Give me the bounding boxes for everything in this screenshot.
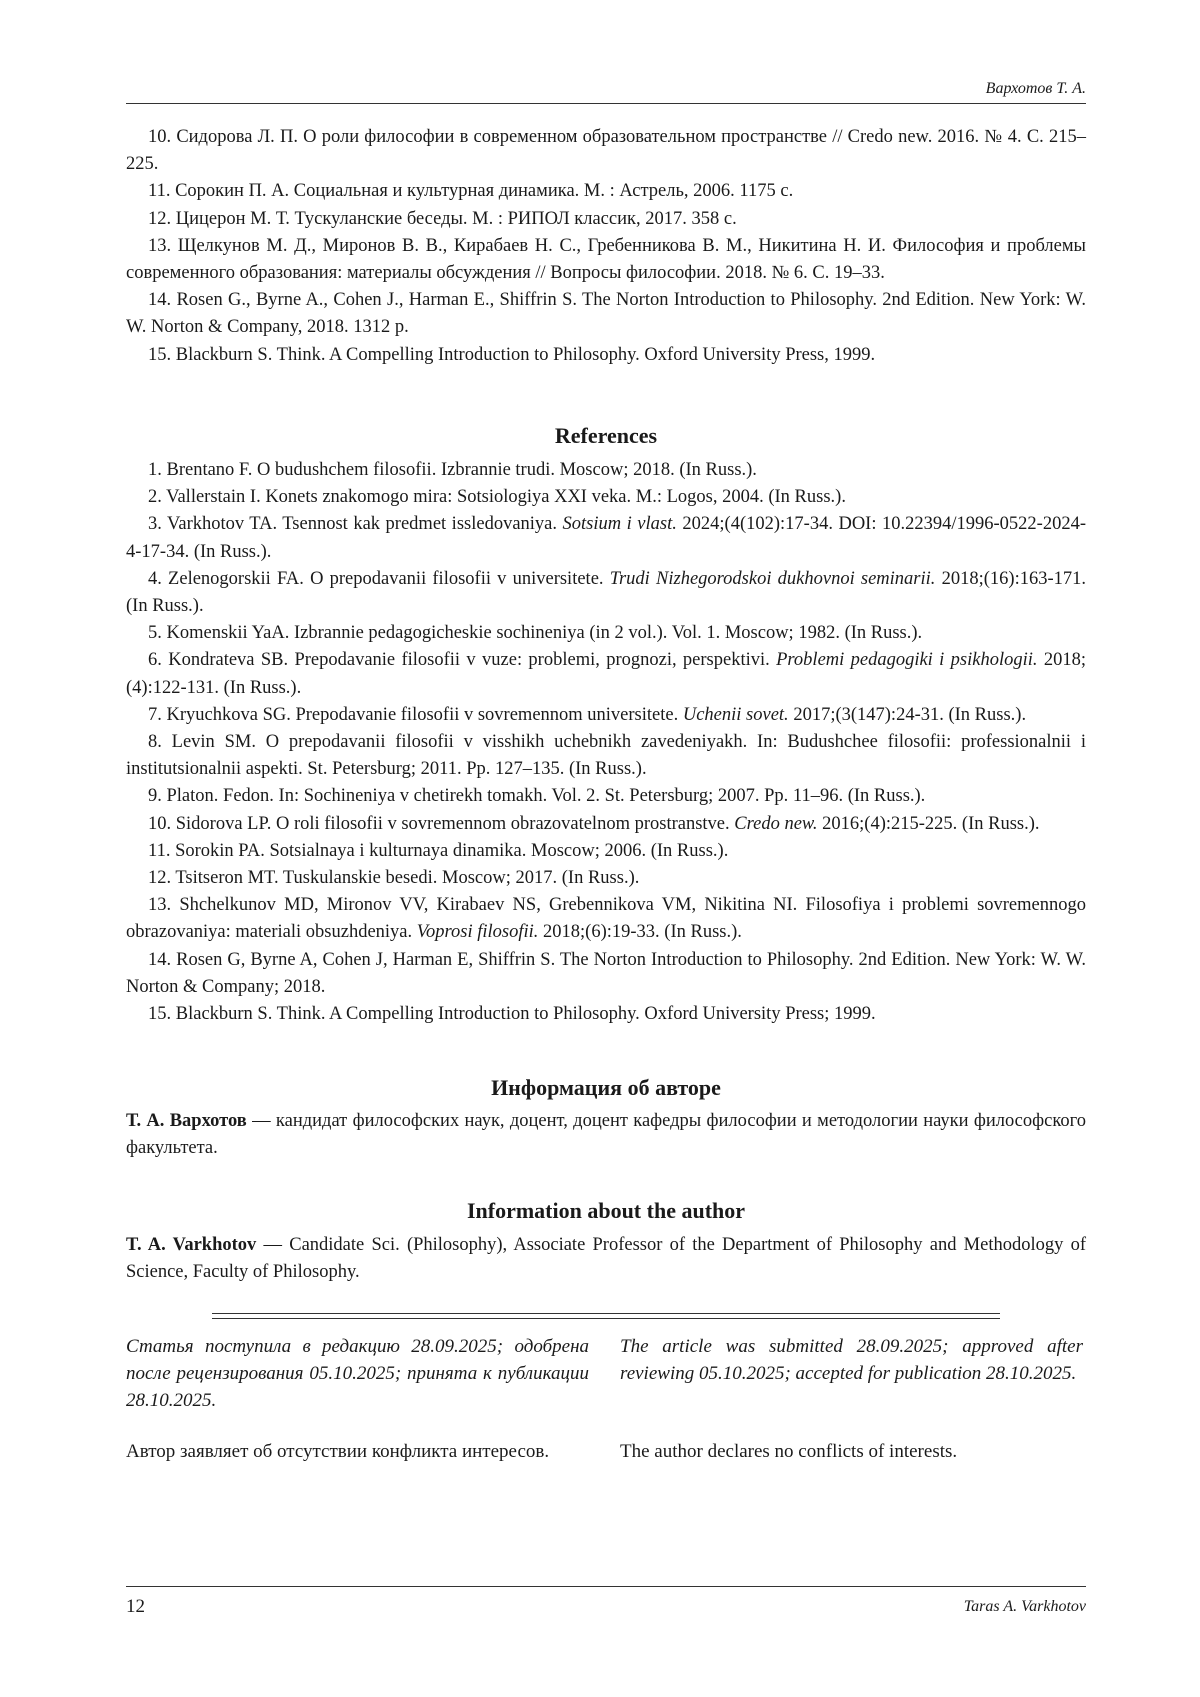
author-bio-en: T. A. Varkhotov — Candidate Sci. (Philosophy), Associate Professor of the Department of Philosophy and Methodology of Science, Faculty of Philosophy.	[126, 1235, 1086, 1282]
bibliography-item: 13. Щелкунов М. Д., Миронов В. В., Кирабаев Н. С., Гребенникова В. М., Никитина Н. И. Философия и проблемы современного образования: материалы обсуждения // Вопросы философии. 2018. № 6. С. 19–33.	[126, 235, 1086, 284]
reference-item: 14. Rosen G, Byrne A, Cohen J, Harman E, Shiffrin S. The Norton Introduction to Philosophy. 2nd Edition. New York: W. W. Norton & Company; 2018.	[126, 949, 1086, 997]
reference-item: 5. Komenskii YaA. Izbrannie pedagogicheskie sochineniya (in 2 vol.). Vol. 1. Moscow; 1982. (In Russ.).	[148, 623, 923, 644]
bibliography-item: 14. Rosen G., Byrne A., Cohen J., Harman E., Shiffrin S. The Norton Introduction to Philosophy. 2nd Edition. New York: W. W. Norton & Company, 2018. 1312 p.	[126, 290, 1086, 338]
footer-author: Taras A. Varkhotov	[963, 1598, 1086, 1615]
bibliography-item: 15. Blackburn S. Think. A Compelling Introduction to Philosophy. Oxford University Press, 1999.	[148, 344, 876, 365]
reference-item: 7. Kryuchkova SG. Prepodavanie filosofii v sovremennom universitete. Uchenii sovet. 2017;(3(147):24-31. (In Russ.).	[148, 704, 1027, 725]
reference-item: 13. Shchelkunov MD, Mironov VV, Kirabaev NS, Grebennikova VM, Nikitina NI. Filosofiya i problemi sovremennogo obrazovaniya: materiali obsuzhdeniya. Voprosi filosofii. 2018;(6):19-33. (In Russ.).	[126, 895, 1086, 943]
author-name-ru: Т. А. Вархотов	[126, 1111, 247, 1131]
reference-item: 8. Levin SM. O prepodavanii filosofii v visshikh uchebnikh zavedeniyakh. In: Budushchee filosofii: professionalnii i institutsionalnii aspekti. St. Petersburg; 2011. Pp. 127–135. (In Russ.).	[126, 732, 1086, 780]
reference-item: 4. Zelenogorskii FA. O prepodavanii filosofii v universitete. Trudi Nizhegorodskoi dukhovnoi seminarii. 2018;(16):163-171. (In Russ.).	[126, 568, 1086, 617]
reference-item: 12. Tsitseron MT. Tuskulanskie besedi. Moscow; 2017. (In Russ.).	[148, 868, 640, 889]
page	[126, 0, 1086, 1697]
references-heading: References	[554, 423, 658, 448]
reference-item: 6. Kondrateva SB. Prepodavanie filosofii v vuze: problemi, prognozi, perspektivi. Problemi pedagogiki i psikhologii. 2018;(4):122-131. (In Russ.).	[126, 650, 1087, 698]
reference-item: 9. Platon. Fedon. In: Sochineniya v chetirekh tomakh. Vol. 2. St. Petersburg; 2007. Pp. 11–96. (In Russ.).	[148, 786, 926, 807]
reference-item: 3. Varkhotov TA. Tsennost kak predmet issledovaniya. Sotsium i vlast. 2024;(4(102):17-34. DOI: 10.22394/1996-0522-2024-4-17-34. (In Russ.).	[126, 514, 1086, 562]
author-info-ru	[126, 1108, 1086, 1162]
reference-item: 10. Sidorova LP. O roli filosofii v sovremennom obrazovatelnom prostranstve. Credo new. 2016;(4):215-225. (In Russ.).	[148, 813, 1040, 834]
reference-item: 11. Sorokin PA. Sotsialnaya i kulturnaya dinamika. Moscow; 2006. (In Russ.).	[148, 840, 729, 861]
author-info-heading-en: Information about the author	[466, 1198, 746, 1223]
bibliography-item: 10. Сидорова Л. П. О роли философии в современном образовательном пространстве // Credo new. 2016. № 4. С. 215–225.	[126, 127, 1086, 175]
page-number: 12	[126, 1596, 145, 1617]
conflict-statement-en: The author declares no conflicts of interests.	[620, 1441, 958, 1462]
reference-item: 2. Vallerstain I. Konets znakomogo mira: Sotsiologiya XXI veka. M.: Logos, 2004. (In Russ.).	[148, 487, 846, 508]
submission-dates-en: The article was submitted 28.09.2025; approved after reviewing 05.10.2025; accepted for publication 28.10.2025.	[620, 1336, 1083, 1384]
conflict-statement-ru: Автор заявляет об отсутствии конфликта интересов.	[126, 1441, 550, 1462]
reference-item: 1. Brentano F. O budushchem filosofii. Izbrannie trudi. Moscow; 2018. (In Russ.).	[148, 460, 757, 480]
author-info-heading-ru: Информация об авторе	[491, 1075, 721, 1100]
author-bio-ru: Т. А. Вархотов — кандидат философских наук, доцент, доцент кафедры философии и методологии науки философского факультета.	[126, 1111, 1086, 1158]
author-info-en	[126, 1232, 1086, 1286]
author-name-en: T. A. Varkhotov	[126, 1235, 257, 1255]
reference-item: 15. Blackburn S. Think. A Compelling Introduction to Philosophy. Oxford University Press; 1999.	[148, 1004, 876, 1025]
bibliography-item: 12. Цицерон М. Т. Тускуланские беседы. М. : РИПОЛ классик, 2017. 358 с.	[148, 208, 737, 229]
submission-dates-ru: Статья поступила в редакцию 28.09.2025; одобрена после рецензирования 05.10.2025; принята к публикации 28.10.2025.	[126, 1336, 589, 1411]
references-list	[126, 457, 1086, 1028]
footer-rule	[126, 1586, 1086, 1587]
section-divider	[212, 1313, 1000, 1319]
running-head-author: Вархотов Т. А.	[985, 80, 1086, 97]
bibliography-continued	[126, 124, 1086, 369]
header-rule	[126, 103, 1086, 104]
bibliography-item: 11. Сорокин П. А. Социальная и культурная динамика. М. : Астрель, 2006. 1175 с.	[148, 181, 794, 202]
